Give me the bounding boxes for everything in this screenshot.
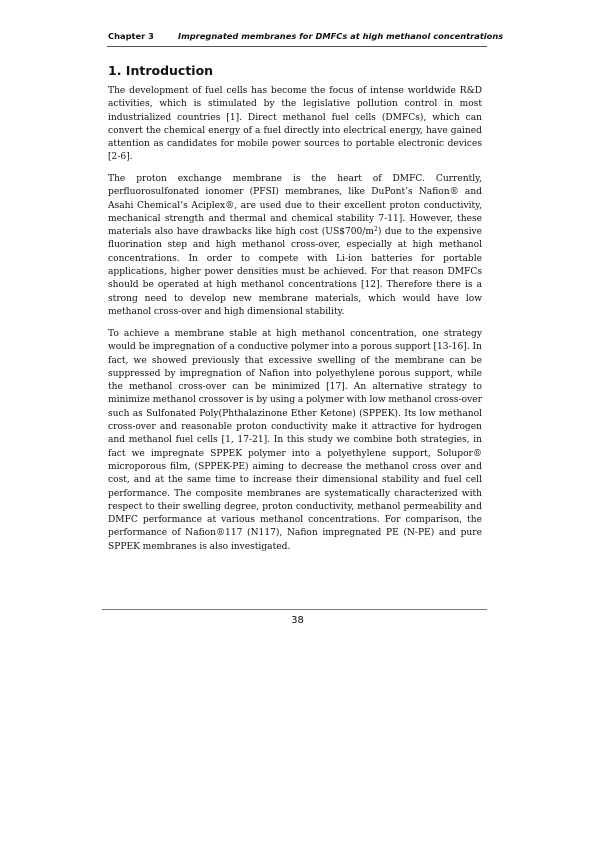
footer-rule (102, 609, 487, 610)
superscript: 2 (374, 226, 378, 234)
paragraph-2 (108, 173, 482, 319)
running-header (107, 31, 504, 45)
header-title: Impregnated membranes for DMFCs at high methanol concentrations (178, 31, 504, 41)
section-heading: 1. Introduction (108, 63, 214, 78)
paragraph-3: To achieve a membrane stable at high methanol concentration, one strategy would be impregnation of a conductive polymer into a porous support [13-16]. In fact, we showed previously that excessive swelling of the membrane can be suppressed by impregnation of Nafion into polyethylene porous support, while the methanol cross-over can be minimized [17]. An alternative strategy to minimize methanol crossover is by using a polymer with low methanol cross-over such as Sulfonated Poly(Phthalazinone Ether Ketone) (SPPEK). Its low methanol cross-over and reasonable proton conductivity make it attractive for hydrogen and methanol fuel cells [1, 17-21]. In this study we combine both strategies, in fact we impregnate SPPEK polymer into a polyethylene support, Solupor® microporous film, (SPPEK-PE) aiming to decrease the methanol cross over and cost, and at the same time to increase their dimensional stability and fuel cell performance. The composite membranes are systematically characterized with respect to their swelling degree, proton conductivity, methanol permeability and DMFC performance at various methanol concentrations. For comparison, the performance of Nafion®117 (N117), Nafion impregnated PE (N-PE) and pure SPPEK membranes is also investigated. (108, 329, 482, 552)
paragraph-2-part-b: ) due to the expensive fluorination step and high methanol cross-over, especially at high methanol concentrations. In order to compete with Li-ion batteries for portable applications, higher power densities must be achieved. For that reason DMFCs should be operated at high methanol concentrations [12]. Therefore there is a strong need to develop new membrane materials, which would have low methanol cross-over and high dimensional stability. (108, 227, 482, 317)
paragraph-2-part-a: The proton exchange membrane is the heart of DMFC. Currently, perfluorosulfonated ionomer (PFSI) membranes, like DuPont’s Nafion® and Asahi Chemical’s Aciplex®, are used due to their excellent proton conductivity, mechanical strength and thermal and chemical stability 7-11]. However, these materials also have drawbacks like high cost (US$700/m (108, 174, 482, 238)
header-rule (107, 46, 487, 47)
page-number: 38 (291, 615, 304, 626)
paragraph-1: The development of fuel cells has become the focus of intense worldwide R&D activities, which is stimulated by the legislative pollution control in most industrialized countries [1]. Direct methanol fuel cells (DMFCs), which can convert the chemical energy of a fuel directly into electrical energy, have gained attention as candidates for mobile power sources to portable electronic devices [2-6]. (108, 86, 482, 163)
header-chapter: Chapter 3 (108, 31, 154, 41)
